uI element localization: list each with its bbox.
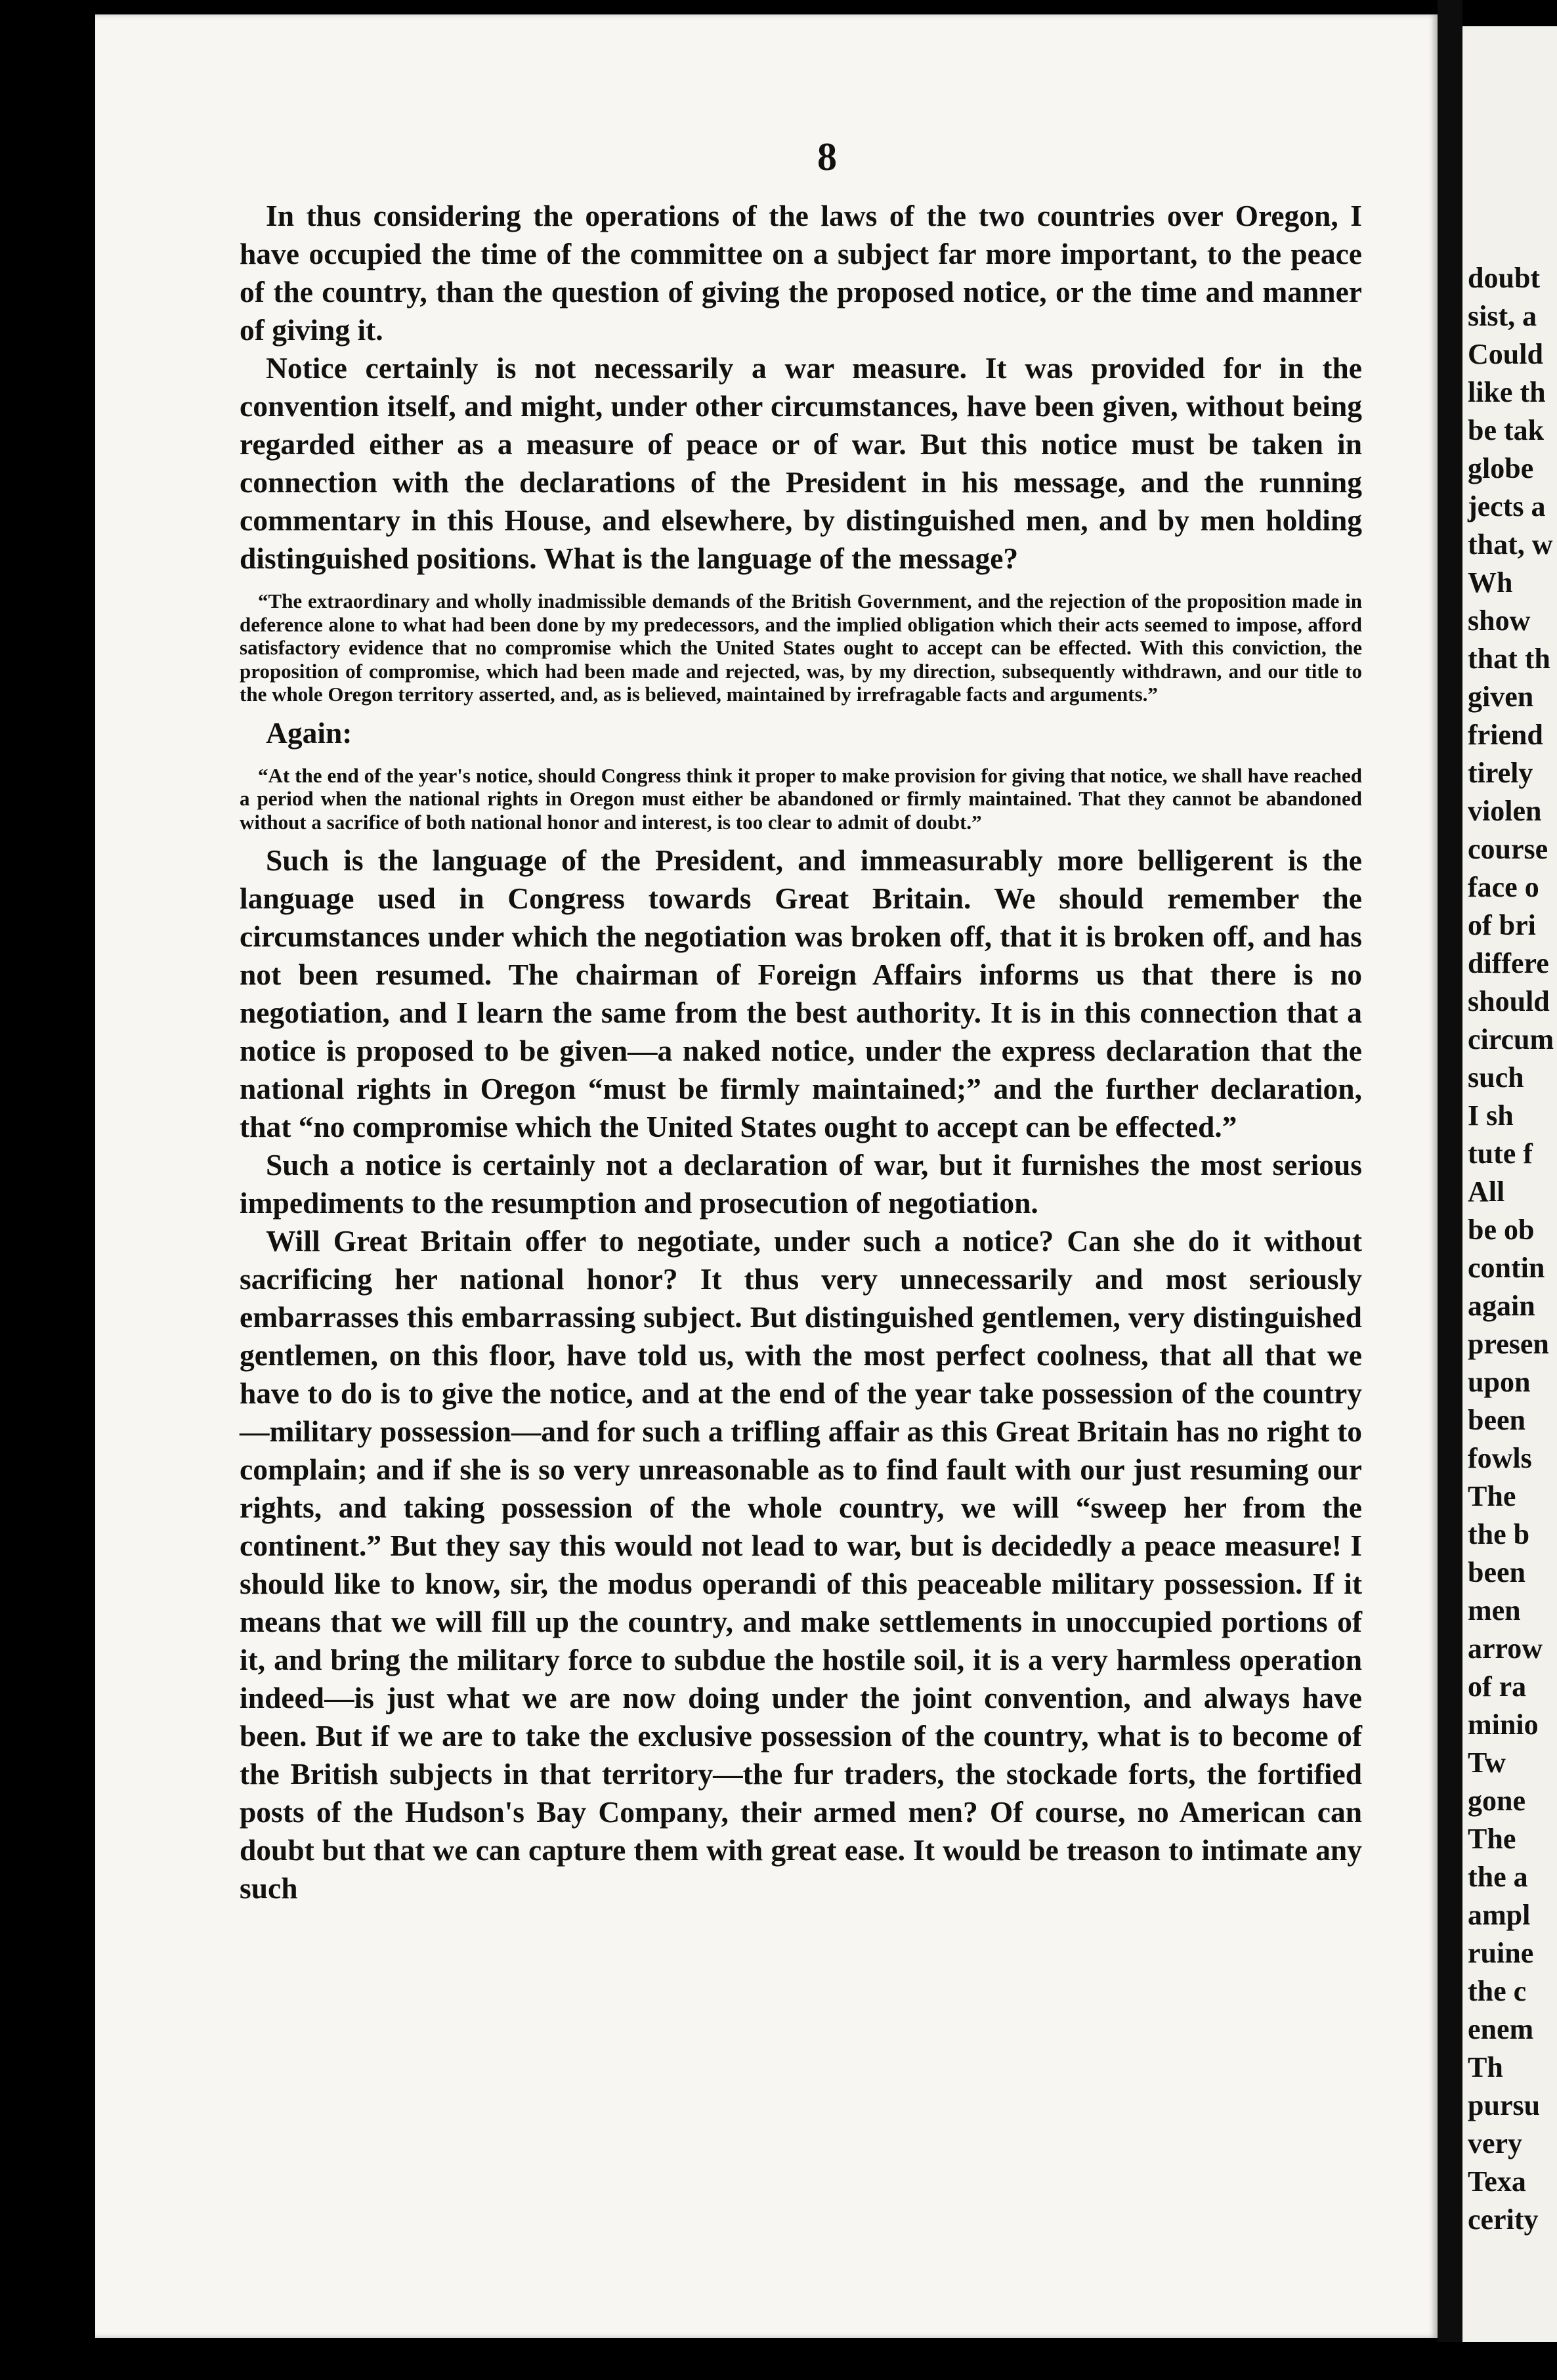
next-page-fragment: globe <box>1468 452 1534 484</box>
next-page-fragment: Could <box>1468 338 1543 370</box>
next-page-fragment: be tak <box>1468 414 1545 446</box>
next-page-fragment: violen <box>1468 795 1542 827</box>
next-page-fragment: been <box>1468 1404 1525 1436</box>
next-page-fragment: like th <box>1468 376 1546 408</box>
message-quote: “The extraordinary and wholly inadmissible demands of the British Government, and the rejection of the proposition made in deference alone to what had been done by my predecessors, and the implied obligation which their acts seemed to impose, afford satisfactory evidence that no compromise which the United States ought to accept can be effected. With this conviction, the proposition of compromise, which had been made and rejected, was, by my direction, subsequently withdrawn, and our title to the whole Oregon territory asserted, and, as is believed, maintained by irrefragable facts and arguments.” <box>240 589 1362 706</box>
next-page-fragment: show <box>1468 605 1531 637</box>
next-page-fragment: of ra <box>1468 1670 1527 1703</box>
next-page-fragment: The <box>1468 1823 1516 1855</box>
next-page-fragment: ruine <box>1468 1937 1534 1969</box>
next-page-fragment: fowls <box>1468 1442 1532 1474</box>
paragraph: In thus considering the operations of the laws of the two countries over Oregon, I have occupied the time of the committee on a subject far more important, to the peace of the country, than the question of giving the proposed notice, or the time and manner of giving it. <box>240 199 1362 347</box>
next-page-fragment: course <box>1468 833 1548 865</box>
next-page-fragment: Th <box>1468 2051 1503 2083</box>
next-page-fragment: face o <box>1468 871 1539 903</box>
next-page-fragment: tute f <box>1468 1137 1533 1170</box>
next-page-fragment: tirely <box>1468 757 1533 789</box>
next-page-fragment: given <box>1468 681 1534 713</box>
next-page-fragment: differe <box>1468 947 1549 979</box>
next-page-fragment: be ob <box>1468 1214 1535 1246</box>
next-page-fragment: I sh <box>1468 1099 1514 1132</box>
body-text <box>240 197 1362 1907</box>
next-page-fragment: very <box>1468 2127 1523 2159</box>
next-page-fragment: jects a <box>1468 490 1546 522</box>
next-page-fragment: friend <box>1468 719 1543 751</box>
next-page-fragment: ampl <box>1468 1899 1531 1931</box>
next-page-fragment: The <box>1468 1480 1516 1512</box>
book-gutter <box>1438 0 1462 2342</box>
next-page-fragment: should <box>1468 985 1550 1017</box>
next-page-edge <box>1462 26 1557 2342</box>
paragraph: Such is the language of the President, and immeasurably more belligerent is the language used in Congress towards Great Britain. We should remember the circumstances under which the negotiation was broken off, that it is broken off, and has not been resumed. The chairman of Foreign Affairs informs us that there is no negotiation, and I learn the same from the best authority. It is in this connection that a notice is proposed to be given—a naked notice, under the express declaration that the national rights in Oregon “must be firmly maintained;” and the further declaration, that “no compromise which the United States ought to accept can be effected.” <box>240 843 1362 1143</box>
next-page-fragment: Tw <box>1468 1747 1506 1779</box>
page-number: 8 <box>817 135 837 179</box>
paragraph: Will Great Britain offer to negotiate, under such a notice? Can she do it without sacrificing her national honor? It thus very unnecessarily and most seriously embarrasses this embarrassing subject. But distinguished gentlemen, very distinguished gentlemen, on this floor, have told us, with the most perfect coolness, that all that we have to do is to give the notice, and at the end of the year take possession of the country—military possession—and for such a trifling affair as this Great Britain has no right to complain; and if she is so very unreasonable as to find fault with our just resuming our rights, and taking possession of the whole country, we will “sweep her from the continent.” But they say this would not lead to war, but is decidedly a peace measure! I should like to know, sir, the modus operandi of this peaceable military possession. If it means that we will fill up the country, and make settlements in unoccupied portions of it, and bring the military force to subdue the hostile soil, it is a very harmless operation indeed—is just what we are now doing under the joint convention, and always have been. But if we are to take the exclusive possession of the country, what is to become of the British subjects in that territory—the fur traders, the stockade forts, the fortified posts of the Hudson's Bay Company, their armed men? Of course, no American can doubt but that we can capture them with great ease. It would be treason to intimate any such <box>240 1224 1362 1905</box>
next-page-fragment: doubt <box>1468 262 1541 294</box>
next-page-fragment: pursu <box>1468 2089 1541 2121</box>
paragraph: Such a notice is certainly not a declaration of war, but it furnishes the most serious impediments to the resumption and prosecution of negotiation. <box>240 1148 1362 1220</box>
next-page-fragment: such <box>1468 1061 1524 1094</box>
next-page-text <box>1468 259 1557 2239</box>
next-page-fragment: men <box>1468 1594 1521 1626</box>
scan-border <box>0 2342 1557 2380</box>
next-page-fragment: that th <box>1468 643 1550 675</box>
next-page-fragment: sist, a <box>1468 300 1537 332</box>
next-page-fragment: arrow <box>1468 1632 1543 1665</box>
next-page-fragment: again <box>1468 1290 1535 1322</box>
paragraph: Notice certainly is not necessarily a war measure. It was provided for in the convention itself, and might, under other circumstances, have been given, without being regarded either as a measure of peace or of war. But this notice must be taken in connection with the declarations of the President in his message, and the running commentary in this House, and elsewhere, by distinguished men, and by men holding distinguished positions. What is the language of the message? <box>240 351 1362 575</box>
next-page-fragment: that, w <box>1468 528 1553 561</box>
next-page-fragment: contin <box>1468 1252 1545 1284</box>
next-page-fragment: All <box>1468 1176 1505 1208</box>
next-page-fragment: Wh <box>1468 566 1513 599</box>
next-page-fragment: been <box>1468 1556 1525 1588</box>
next-page-fragment: of bri <box>1468 909 1536 941</box>
next-page-fragment: gone <box>1468 1785 1525 1817</box>
next-page-fragment: upon <box>1468 1366 1531 1398</box>
message-quote: “At the end of the year's notice, should Congress think it proper to make provision for giving that notice, we shall have reached a period when the national rights in Oregon must either be abandoned or firmly maintained. That they cannot be abandoned without a sacrifice of both national honor and interest, is too clear to admit of doubt.” <box>240 763 1362 834</box>
next-page-fragment: presen <box>1468 1328 1549 1360</box>
next-page-fragment: the c <box>1468 1975 1527 2007</box>
next-page-fragment: the b <box>1468 1518 1530 1550</box>
next-page-fragment: Texa <box>1468 2165 1526 2198</box>
next-page-fragment: minio <box>1468 1709 1539 1741</box>
next-page-fragment: circum <box>1468 1023 1554 1055</box>
again-label: Again: <box>266 715 352 750</box>
next-page-fragment: enem <box>1468 2013 1534 2045</box>
next-page-fragment: the a <box>1468 1861 1528 1893</box>
next-page-fragment: cerity <box>1468 2203 1539 2236</box>
